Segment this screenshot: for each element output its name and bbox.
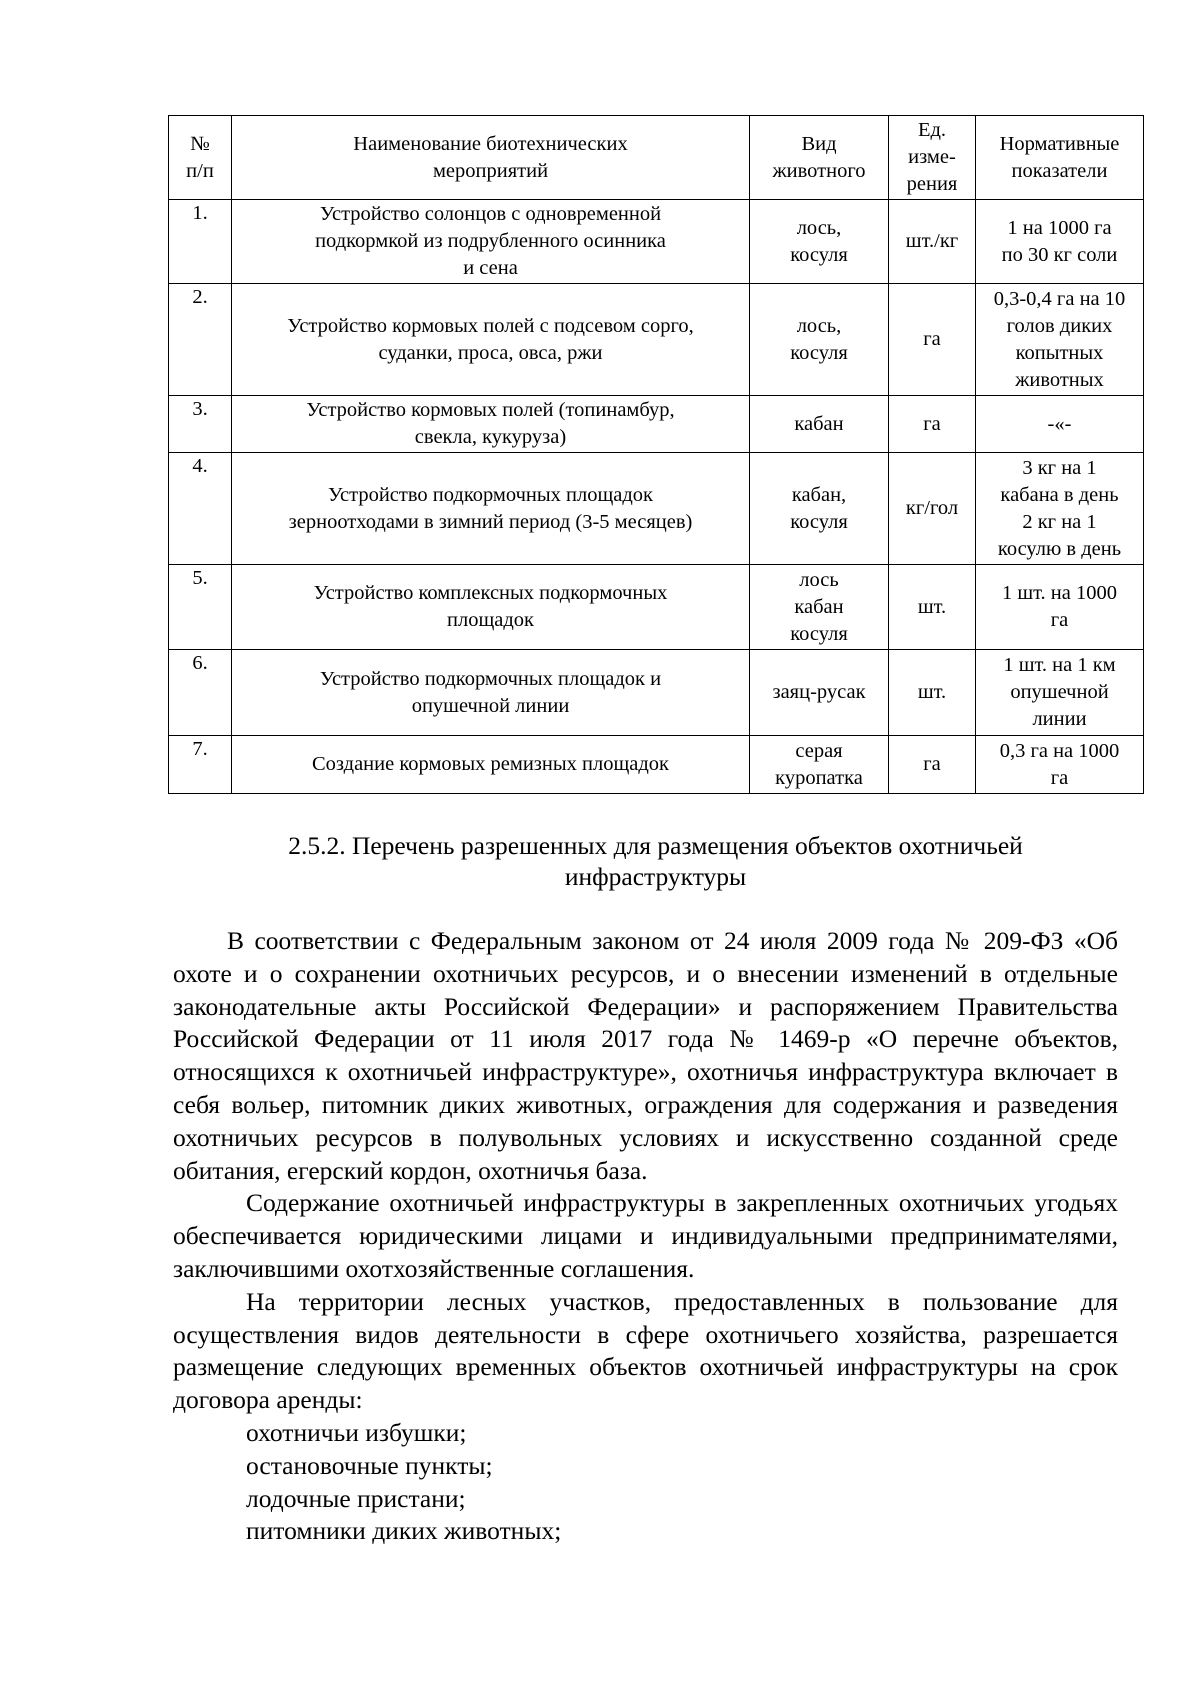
table-header-row	[169, 116, 1144, 200]
row-name: Устройство солонцов с одновременной подкормкой из подрубленного осинника и сена	[232, 200, 750, 284]
row-name: Устройство комплексных подкормочных площадок	[232, 565, 750, 650]
row-name: Устройство кормовых полей с подсевом сорго, суданки, проса, овса, ржи	[232, 284, 750, 396]
row-unit: шт./кг	[889, 200, 976, 284]
row-num: 4.	[169, 453, 232, 565]
row-animal: заяц-русак	[750, 650, 889, 736]
row-unit: га	[889, 736, 976, 794]
row-norm: 1 шт. на 1 км опушечной линии	[976, 650, 1144, 736]
list-item: охотничьи избушки;	[246, 1417, 467, 1447]
row-name: Устройство подкормочных площадок зерноотходами в зимний период (3-5 месяцев)	[232, 453, 750, 565]
row-num: 3.	[169, 396, 232, 453]
row-norm: 3 кг на 1 кабана в день 2 кг на 1 косулю в день	[976, 453, 1144, 565]
section-heading: 2.5.2. Перечень разрешенных для размещения объектов охотничьей инфраструктуры	[288, 831, 1023, 891]
header-norm: Нормативные показатели	[976, 116, 1144, 200]
row-unit: шт.	[889, 565, 976, 650]
row-name: Устройство кормовых полей (топинамбур, свекла, кукуруза)	[232, 396, 750, 453]
row-num: 6.	[169, 650, 232, 736]
row-unit: шт.	[889, 650, 976, 736]
row-num: 5.	[169, 565, 232, 650]
row-unit: кг/гол	[889, 453, 976, 565]
row-animal: лось, косуля	[750, 284, 889, 396]
table-row	[169, 565, 1144, 650]
row-animal: кабан, косуля	[750, 453, 889, 565]
header-unit: Ед. изме- рения	[889, 116, 976, 200]
row-animal: серая куропатка	[750, 736, 889, 794]
row-unit: га	[889, 396, 976, 453]
row-norm: 0,3-0,4 га на 10 голов диких копытных животных	[976, 284, 1144, 396]
row-name: Устройство подкормочных площадок и опушечной линии	[232, 650, 750, 736]
row-animal: лось кабан косуля	[750, 565, 889, 650]
row-animal: кабан	[750, 396, 889, 453]
table-row	[169, 284, 1144, 396]
row-norm: 1 на 1000 га по 30 кг соли	[976, 200, 1144, 284]
table-row	[169, 453, 1144, 565]
list-item: остановочные пункты;	[246, 1450, 493, 1480]
list-item: лодочные пристани;	[246, 1483, 466, 1513]
row-norm: 0,3 га на 1000 га	[976, 736, 1144, 794]
row-unit: га	[889, 284, 976, 396]
table-row	[169, 200, 1144, 284]
permitted-objects-list	[173, 1417, 1118, 1548]
header-animal: Вид животного	[750, 116, 889, 200]
row-num: 1.	[169, 200, 232, 284]
row-norm: 1 шт. на 1000 га	[976, 565, 1144, 650]
paragraph-maintenance: Содержание охотничьей инфраструктуры в закрепленных охотничьих угодьях обеспечивается юридическими лицами и индивидуальными предпринимателями, заключившими охотхозяйственные соглашения.	[173, 1188, 1118, 1283]
list-item: питомники диких животных;	[246, 1516, 562, 1546]
row-name: Создание кормовых ремизных площадок	[232, 736, 750, 794]
paragraph-law-reference: В соответствии с Федеральным законом от 24 июля 2009 года № 209-ФЗ «Об охоте и о сохранении охотничьих ресурсов, и о внесении изменений в отдельные законодательные акты Российской Федерации» и распоряжением Правительства Российской Федерации от 11 июля 2017 года № 1469-р «О перечне объектов, относящихся к охотничьей инфраструктуре», охотничья инфраструктура включает в себя вольер, питомник диких животных, ограждения для содержания и разведения охотничьих ресурсов в полувольных условиях и искусственно созданной среде обитания, егерский кордон, охотничья база.	[173, 926, 1118, 1185]
paragraph-permitted-objects: На территории лесных участков, предоставленных в пользование для осуществления видов деятельности в сфере охотничьего хозяйства, разрешается размещение следующих временных объектов охотничьей инфраструктуры на срок договора аренды:	[173, 1286, 1118, 1415]
body-text	[173, 925, 1118, 1548]
row-num: 2.	[169, 284, 232, 396]
table-row	[169, 650, 1144, 736]
header-num: № п/п	[169, 116, 232, 200]
row-animal: лось, косуля	[750, 200, 889, 284]
row-norm: -«-	[976, 396, 1144, 453]
row-num: 7.	[169, 736, 232, 794]
table-row	[169, 736, 1144, 794]
biotech-measures-table	[168, 115, 1144, 794]
header-name: Наименование биотехнических мероприятий	[232, 116, 750, 200]
table-row	[169, 396, 1144, 453]
